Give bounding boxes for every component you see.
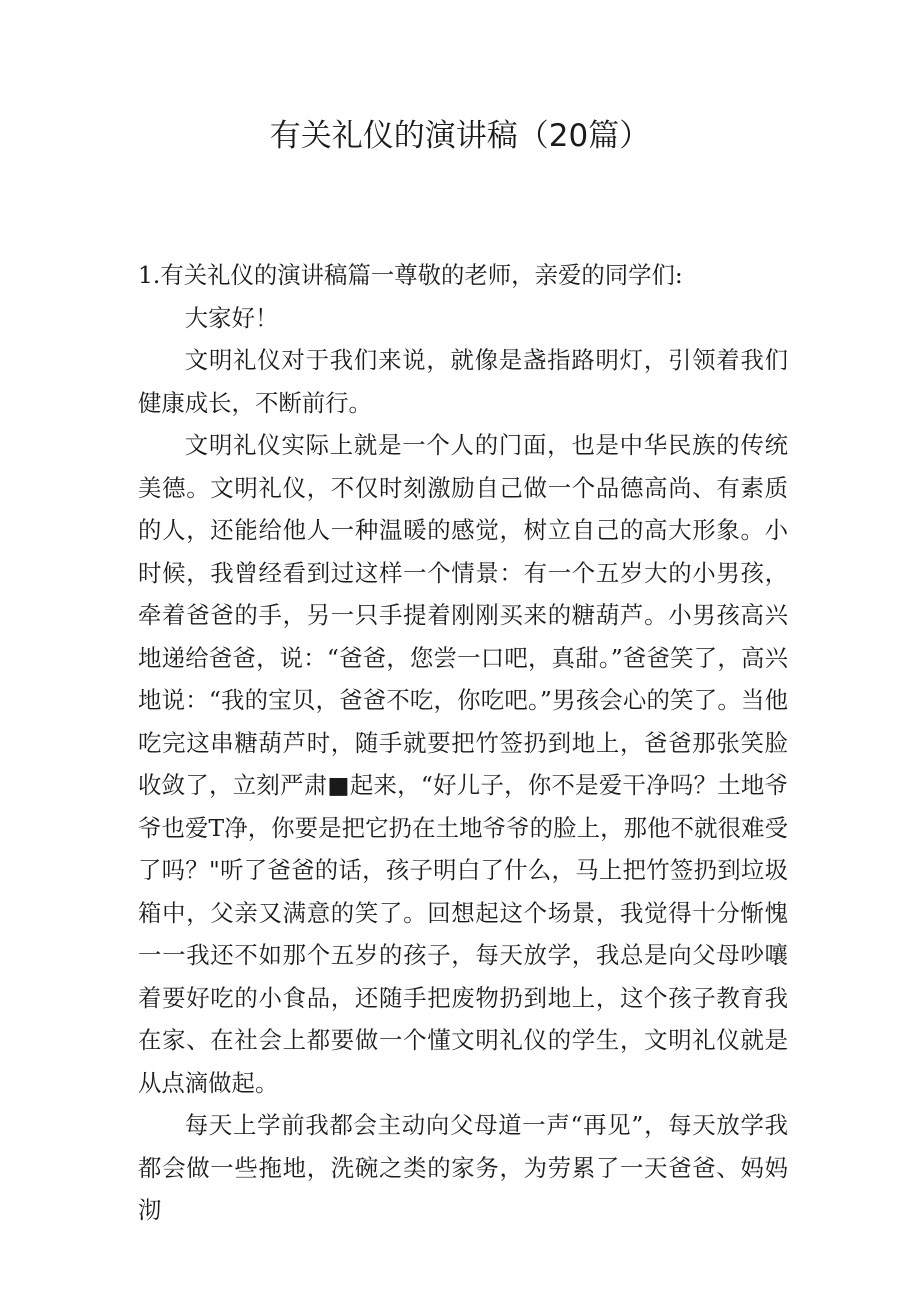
paragraph-greeting: 大家好！ [184, 303, 279, 332]
document-body [138, 254, 788, 1232]
document-title: 有关礼仪的演讲稿（20篇） [269, 118, 651, 154]
paragraph: 每天上学前我都会主动向父母道一声“再见”，每天放学我都会做一些拖地，洗碗之类的家务，为劳累了一天爸爸、妈妈沏 [138, 1111, 788, 1224]
paragraph: 文明礼仪实际上就是一个人的门面，也是中华民族的传统美德。文明礼仪，不仅时刻激励自己做一个品德高尚、有素质的人，还能给他人一种温暖的感觉，树立自己的高大形象。小时候，我曾经看到过这样一个情景：有一个五岁大的小男孩，牵着爸爸的手，另一只手提着刚刚买来的糖葫芦。小男孩高兴地递给爸爸，说：“爸爸，您尝一口吧，真甜。”爸爸笑了，高兴地说：“我的宝贝，爸爸不吃，你吃吧。”男孩会心的笑了。当他吃完这串糖葫芦时，随手就要把竹签扔到地上，爸爸那张笑脸收敛了，立刻严肃■起来，“好儿子，你不是爱干净吗？土地爷爷也爱T净，你要是把它扔在土地爷爷的脸上，那他不就很难受了吗？"听了爸爸的话，孩子明白了什么，马上把竹签扔到垃圾箱中，父亲又满意的笑了。回想起这个场景，我觉得十分惭愧一一我还不如那个五岁的孩子，每天放学，我总是向父母吵嚷着要好吃的小食品，还随手把废物扔到地上，这个孩子教育我在家、在社会上都要做一个懂文明礼仪的学生，文明礼仪就是从点滴做起。 [138, 431, 788, 1097]
paragraph: 文明礼仪对于我们来说，就像是盏指路明灯，引领着我们健康成长，不断前行。 [138, 346, 788, 417]
paragraph-heading: 1.有关礼仪的演讲稿篇一尊敬的老师，亲爱的同学们: [138, 261, 683, 289]
